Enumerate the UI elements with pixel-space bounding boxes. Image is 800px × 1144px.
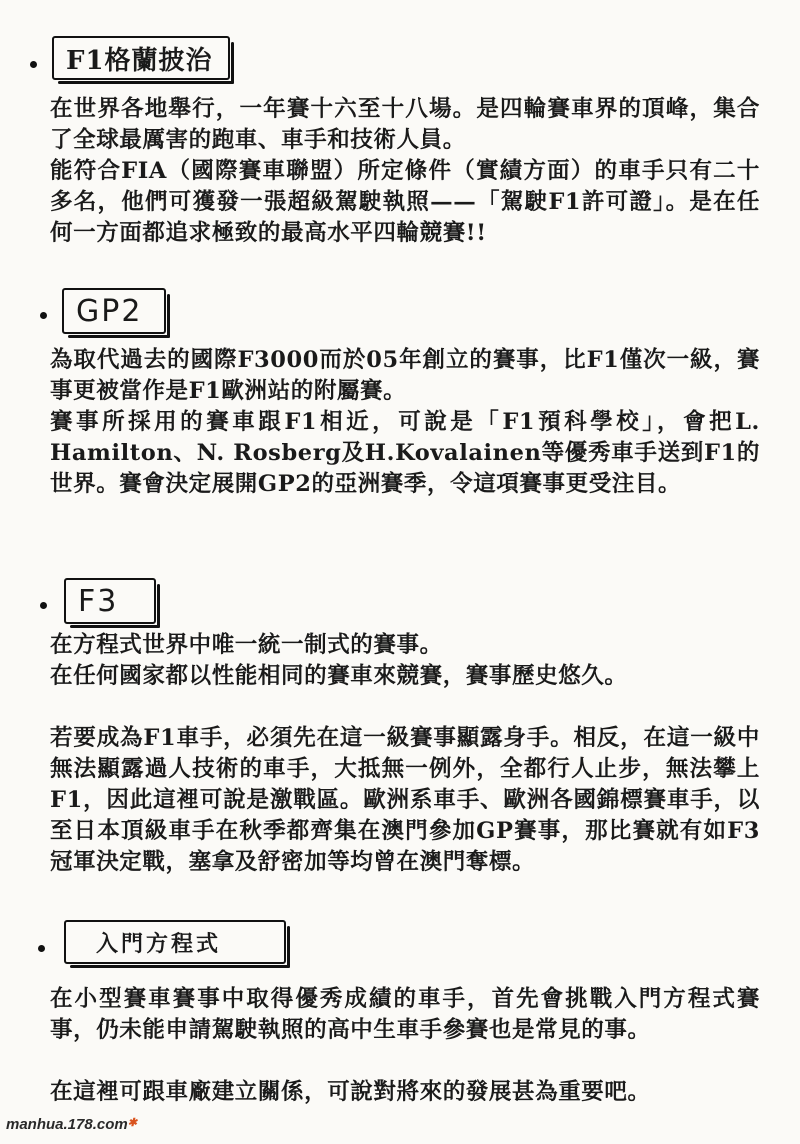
bullet-dot xyxy=(38,945,45,952)
bullet-dot xyxy=(40,312,47,319)
bullet-dot xyxy=(30,61,37,68)
section-f3-paragraph-3: 若要成為F1車手，必須先在這一級賽事顯露身手。相反，在這一級中無法顯露過人技術的車手，大抵無一例外，全都行人止步，無法攀上F1，因此這裡可說是激戰區。歐洲系車手、歐洲各國錦標賽車手，以至日本頂級車手在秋季都齊集在澳門參加GP賽事，那比賽就有如F3冠軍決定戰，塞拿及舒密加等均曾在澳門奪標。 xyxy=(50,725,760,875)
section-entry-formula-paragraph-1: 在小型賽車賽事中取得優秀成績的車手，首先會挑戰入門方程式賽事，仍未能申請駕駛執照的高中生車手參賽也是常見的事。 xyxy=(50,986,760,1043)
section-gp2-paragraph-2: 賽事所採用的賽車跟F1相近，可說是「F1預科學校」，會把L. Hamilton、N. Rosberg及H.Kovalainen等優秀車手送到F1的世界。賽會決定展開GP2的亞洲賽季，令這項賽事更受注目。 xyxy=(50,409,760,497)
section-f3-paragraph-2: 在任何國家都以性能相同的賽車來競賽，賽事歷史悠久。 xyxy=(50,663,628,689)
section-f3-paragraph-1: 在方程式世界中唯一統一制式的賽事。 xyxy=(50,632,443,658)
section-f1-paragraph-2: 能符合FIA（國際賽車聯盟）所定條件（實績方面）的車手只有二十多名，他們可獲發一張超級駕駛執照——「駕駛F1許可證」。是在任何一方面都追求極致的最高水平四輪競賽!! xyxy=(50,158,760,246)
watermark-star-icon: ✱ xyxy=(127,1117,137,1129)
section-title-entry-formula: 入門方程式 xyxy=(64,920,286,964)
section-title-f1: F1格蘭披治 xyxy=(52,36,230,80)
section-gp2-paragraph-1: 為取代過去的國際F3000而於05年創立的賽事，比F1僅次一級，賽事更被當作是F1歐洲站的附屬賽。 xyxy=(50,347,760,404)
section-entry-formula-paragraph-2: 在這裡可跟車廠建立關係，可說對將來的發展甚為重要吧。 xyxy=(50,1079,651,1105)
section-f1-paragraph-1: 在世界各地舉行，一年賽十六至十八場。是四輪賽車界的頂峰，集合了全球最厲害的跑車、車手和技術人員。 xyxy=(50,96,760,153)
bullet-dot xyxy=(40,602,47,609)
watermark-text: manhua.178.com xyxy=(6,1116,128,1133)
section-title-gp2: GP2 xyxy=(62,288,166,334)
section-title-f3: F3 xyxy=(64,578,156,624)
site-watermark xyxy=(6,1116,137,1133)
